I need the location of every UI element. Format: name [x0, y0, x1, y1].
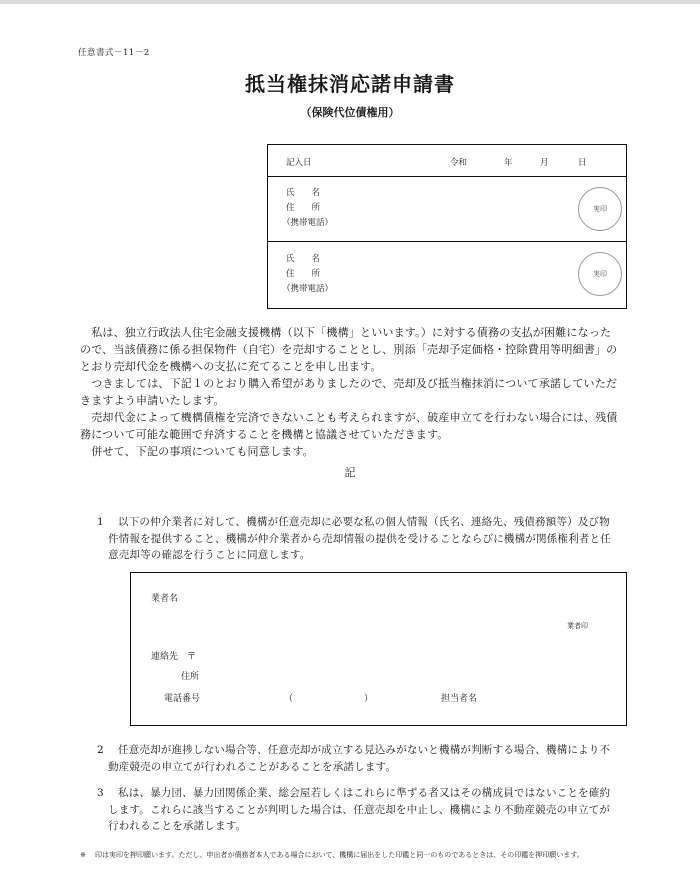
- era-label: 令和: [450, 158, 468, 168]
- ki-heading: 記: [344, 466, 356, 479]
- footnote-text: 印は実印を押印願います。ただし、申出者が債務者本人である場合において、機構に届出をした印鑑と同一のものであるときは、その印鑑を押印願います。: [95, 851, 584, 859]
- list-item: [97, 742, 620, 775]
- list-item: [97, 785, 620, 835]
- broker-phone-label: 電話番号: [164, 694, 201, 704]
- seal-circle: [578, 187, 622, 231]
- day-label: 日: [578, 158, 587, 168]
- paren-open: （: [284, 694, 294, 704]
- name-label: 氏 名: [286, 254, 321, 264]
- item-text: 私は、暴力団、暴力団関係企業、総会屋若しくはこれらに準ずる者又はその構成員ではないことを確約します。これらに該当することが判明した場合は、任意売却を中止し、機構により不動産競売の申立てが行われることを承諾します。: [108, 787, 611, 832]
- phone-label: （携帯電話）: [282, 218, 334, 228]
- item-text: 以下の仲介業者に対して、機構が任意売却に必要な私の個人情報（氏名、連絡先、残債務額等）及び物件情報を提供すること、機構が仲介業者から売却情報の提供を受けることならびに機構が関係権利者と任意売却等の確認を行うことに同意します。: [108, 516, 611, 561]
- applicant-section: [268, 177, 626, 242]
- body-paragraph: 併せて、下記の事項についても同意します。: [80, 445, 314, 458]
- date-row: [268, 145, 626, 177]
- address-label: 住 所: [286, 203, 321, 213]
- seal-label: 実印: [593, 270, 607, 278]
- document-subtitle: （保険代位債権用）: [300, 106, 400, 119]
- broker-address-label: 住所: [181, 672, 200, 682]
- seal-circle: [578, 252, 622, 296]
- person-label: 担当者名: [441, 694, 478, 704]
- item-number: 2: [97, 744, 104, 756]
- footnote: [80, 849, 625, 862]
- date-label: 記入日: [286, 158, 312, 168]
- footnote-mark: ※: [80, 851, 86, 859]
- body-text: [80, 324, 620, 460]
- year-label: 年: [504, 158, 513, 168]
- name-label: 氏 名: [286, 188, 321, 198]
- item-number: 3: [97, 787, 104, 799]
- body-paragraph: つきましては、下記１のとおり購入希望がありましたので、売却及び抵当権抹消について承諾していただきますよう申請いたします。: [80, 377, 618, 407]
- applicant-section: [268, 242, 626, 308]
- body-paragraph: 売却代金によって機構債権を完済できないことも考えられますが、破産申立てを行わない場合には、残債務について可能な範囲で弁済することを機構と協議させていただきます。: [80, 411, 618, 441]
- address-label: 住 所: [286, 269, 321, 279]
- paren-close: ）: [364, 694, 374, 704]
- form-code: 任意書式－11－2: [78, 48, 150, 58]
- item-number: 1: [97, 516, 104, 528]
- seal-label: 実印: [593, 205, 607, 213]
- broker-box: [130, 572, 627, 726]
- company-label: 業者名: [151, 594, 179, 604]
- body-paragraph: 私は、独立行政法人住宅金融支援機構（以下「機構」といいます。）に対する債務の支払が困難になったので、当該債務に係る担保物件（自宅）を売却することとし、別添「売却予定価格・控除費用等明細書」のとおり売却代金を機構への支払に充てることを申し出ます。: [80, 326, 618, 373]
- company-seal-label: 業者印: [567, 622, 588, 630]
- phone-label: （携帯電話）: [282, 284, 334, 294]
- applicant-box: [267, 144, 627, 309]
- item-text: 任意売却が進捗しない場合等、任意売却が成立する見込みがないと機構が判断する場合、機構により不動産競売の申立てが行われることがあることを承諾します。: [108, 744, 611, 773]
- month-label: 月: [540, 158, 549, 168]
- document-title: 抵当権抹消応諾申請書: [245, 72, 455, 96]
- contact-label: 連絡先 〒: [151, 652, 197, 662]
- list-item: [97, 514, 620, 564]
